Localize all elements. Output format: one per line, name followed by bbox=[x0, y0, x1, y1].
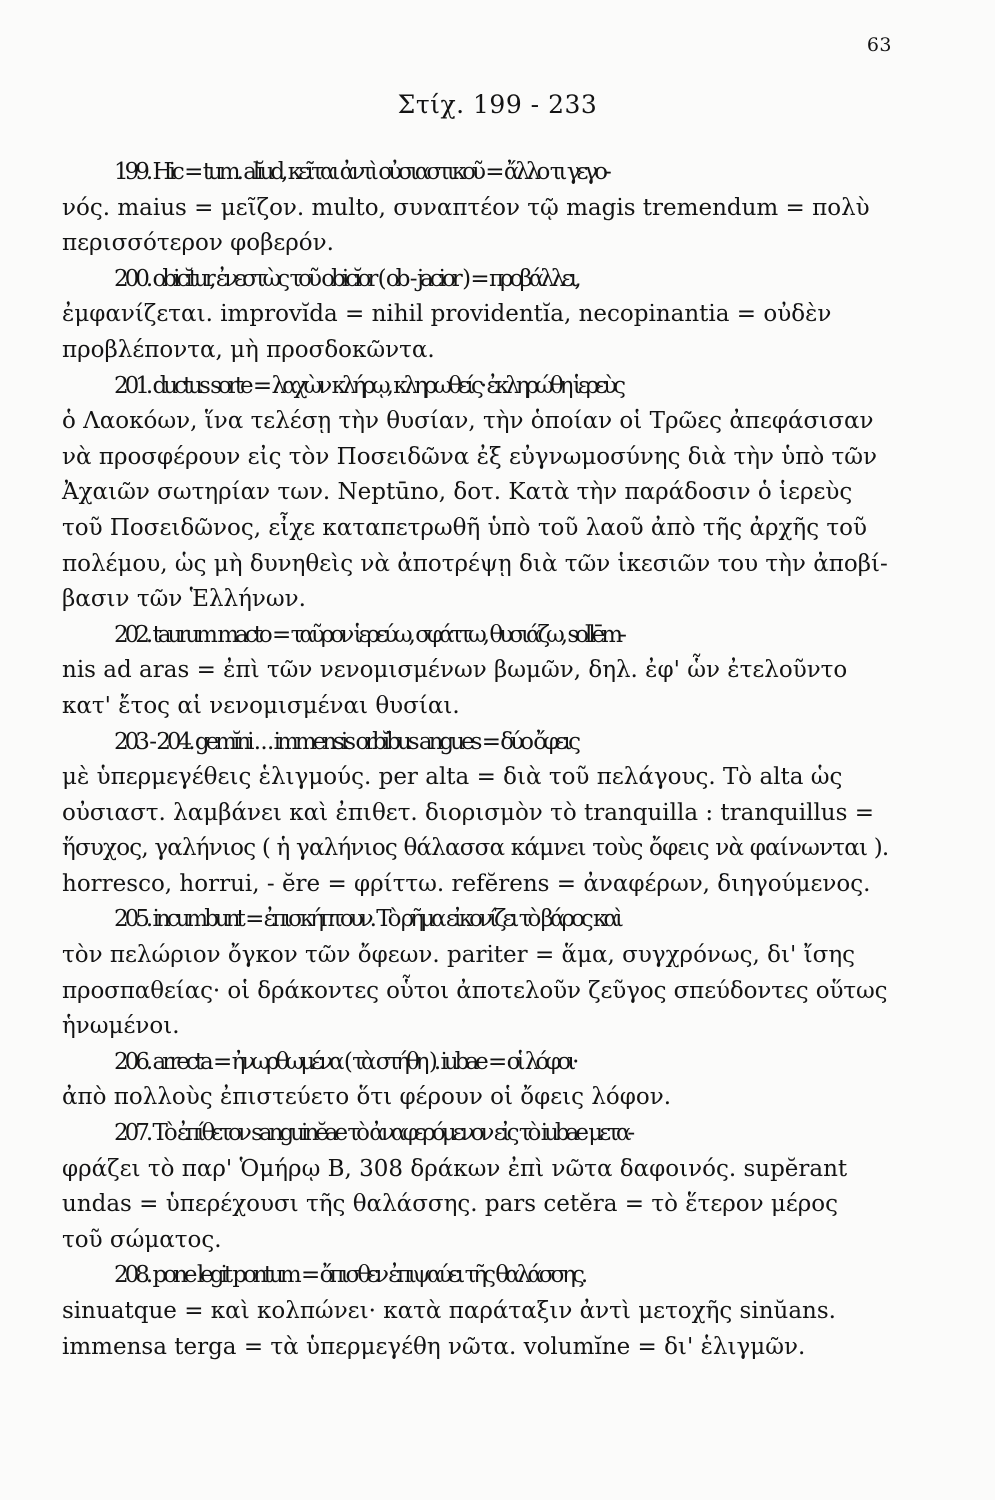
text-line: 208. pone legit pontum = ὄπισθεν ἐπιψαύει τῆς θαλάσσης. bbox=[114, 1262, 585, 1289]
text-line: undas = ὑπερέχουσι τῆς θαλάσσης. pars cetĕra = τὸ ἕτερον μέρος bbox=[62, 1191, 839, 1218]
section-heading: Στίχ. 199 - 233 bbox=[397, 90, 598, 119]
text-line: 202. taurum macto = ταῦρον ἱερεύω, σφάττω, θυσιάζω, sollēm- bbox=[114, 621, 623, 648]
text-line: μὲ ὑπερμεγέθεις ἑλιγμούς. per alta = διὰ τοῦ πελάγους. Τὸ alta ὡς bbox=[62, 764, 843, 791]
text-line: horresco, horrui, - ĕre = φρίττω. refĕrens = ἀναφέρων, διηγούμενος. bbox=[62, 870, 871, 897]
text-line: 207. Τὸ ἐπίθετον sanguinĕae τὸ ἀναφερόμενον εἰς τὸ iubae μετα- bbox=[114, 1120, 632, 1147]
text-line: ἐμφανίζεται. improvĭda = nihil providentĭa, necopinantia = οὐδὲν bbox=[62, 301, 832, 328]
text-line: 206. arrecta = ἠνωρθωμένα ( τὰ στήθη ). iubae = οἱ λόφοι· bbox=[114, 1048, 576, 1075]
text-line: προσπαθείας· οἱ δράκοντες οὗτοι ἀποτελοῦν ζεῦγος σπεύδοντες οὕτως bbox=[62, 977, 888, 1004]
page-number: 63 bbox=[866, 34, 892, 56]
text-line: Ἀχαιῶν σωτηρίαν των. Neptūno, δοτ. Κατὰ τὴν παράδοσιν ὁ ἱερεὺς bbox=[62, 479, 853, 506]
text-line: nis ad aras = ἐπὶ τῶν νενομισμένων βωμῶν, δηλ. ἐφ' ὧν ἐτελοῦντο bbox=[62, 657, 848, 684]
note-208 bbox=[62, 1258, 892, 1365]
text-line: οὐσιαστ. λαμβάνει καὶ ἐπιθετ. διορισμὸν τὸ tranquilla : tranquillus = bbox=[62, 799, 874, 826]
text-line: 203 - 204. gemĭni . . . immensis orbĭbus angues = δύο ὄφεις bbox=[114, 728, 578, 755]
note-207 bbox=[62, 1116, 892, 1258]
note-206 bbox=[62, 1045, 892, 1116]
text-line: φράζει τὸ παρ' Ὁμήρῳ Β, 308 δράκων ἐπὶ νῶτα δαφοινός. supĕrant bbox=[62, 1155, 848, 1182]
text-line: περισσότερον φοβερόν. bbox=[62, 230, 334, 257]
text-line: 200. obicĭtur, ἐνεστὼς τοῦ obicĭor ( ob - jacior ) = προβάλλει, bbox=[114, 265, 578, 292]
text-line: κατ' ἔτος αἱ νενομισμέναι θυσίαι. bbox=[62, 692, 460, 719]
note-203-204 bbox=[62, 725, 892, 903]
note-202 bbox=[62, 618, 892, 725]
text-line: 199. Hic = tum. alĭud, κεῖται ἀντὶ οὐσιαστικοῦ = ἄλλο τι γεγο- bbox=[114, 159, 608, 185]
text-line: ἡνωμένοι. bbox=[62, 1013, 180, 1040]
text-line: 201. ductus sorte = λαχὼν κλήρῳ, κληρωθείς· ἐκληρώθη ἱερεὺς bbox=[114, 372, 623, 399]
text-line: τοῦ Ποσειδῶνος, εἶχε καταπετρωθῆ ὑπὸ τοῦ λαοῦ ἀπὸ τῆς ἀρχῆς τοῦ bbox=[62, 514, 867, 541]
note-200 bbox=[62, 262, 892, 369]
text-line: sinuatque = καὶ κολπώνει· κατὰ παράταξιν ἀντὶ μετοχῆς sinŭans. bbox=[62, 1298, 836, 1324]
text-line: νός. maius = μεῖζον. multo, συναπτέον τῷ magis tremendum = πολὺ bbox=[62, 194, 870, 221]
commentary-body bbox=[62, 155, 892, 1365]
text-line: προβλέποντα, μὴ προσδοκῶντα. bbox=[62, 336, 435, 363]
text-line: τὸν πελώριον ὄγκον τῶν ὄφεων. pariter = ἅμα, συγχρόνως, δι' ἴσης bbox=[62, 942, 856, 969]
text-line: 205. incumbunt = ἐπισκήπτουν. Τὸ ρῆμα εἰκονίζει τὸ βάρος καὶ bbox=[114, 906, 620, 933]
note-201 bbox=[62, 369, 892, 618]
note-199 bbox=[62, 155, 892, 262]
text-line: νὰ προσφέρουν εἰς τὸν Ποσειδῶνα ἐξ εὐγνωμοσύνης διὰ τὴν ὑπὸ τῶν bbox=[62, 443, 877, 470]
text-line: ὁ Λαοκόων, ἵνα τελέσῃ τὴν θυσίαν, τὴν ὁποίαν οἱ Τρῶες ἀπεφάσισαν bbox=[62, 408, 874, 435]
text-line: τοῦ σώματος. bbox=[62, 1226, 222, 1253]
text-line: βασιν τῶν Ἑλλήνων. bbox=[62, 586, 306, 613]
text-line: πολέμου, ὡς μὴ δυνηθεὶς νὰ ἀποτρέψῃ διὰ τῶν ἱκεσιῶν του τὴν ἀποβί- bbox=[62, 550, 888, 577]
text-line: immensa terga = τὰ ὑπερμεγέθη νῶτα. volumĭne = δι' ἑλιγμῶν. bbox=[62, 1333, 806, 1360]
note-205 bbox=[62, 902, 892, 1044]
text-line: ἥσυχος, γαλήνιος ( ἡ γαλήνιος θάλασσα κάμνει τοὺς ὄφεις νὰ φαίνωνται ). bbox=[62, 835, 889, 862]
text-line: ἀπὸ πολλοὺς ἐπιστεύετο ὅτι φέρουν οἱ ὄφεις λόφον. bbox=[62, 1084, 672, 1111]
